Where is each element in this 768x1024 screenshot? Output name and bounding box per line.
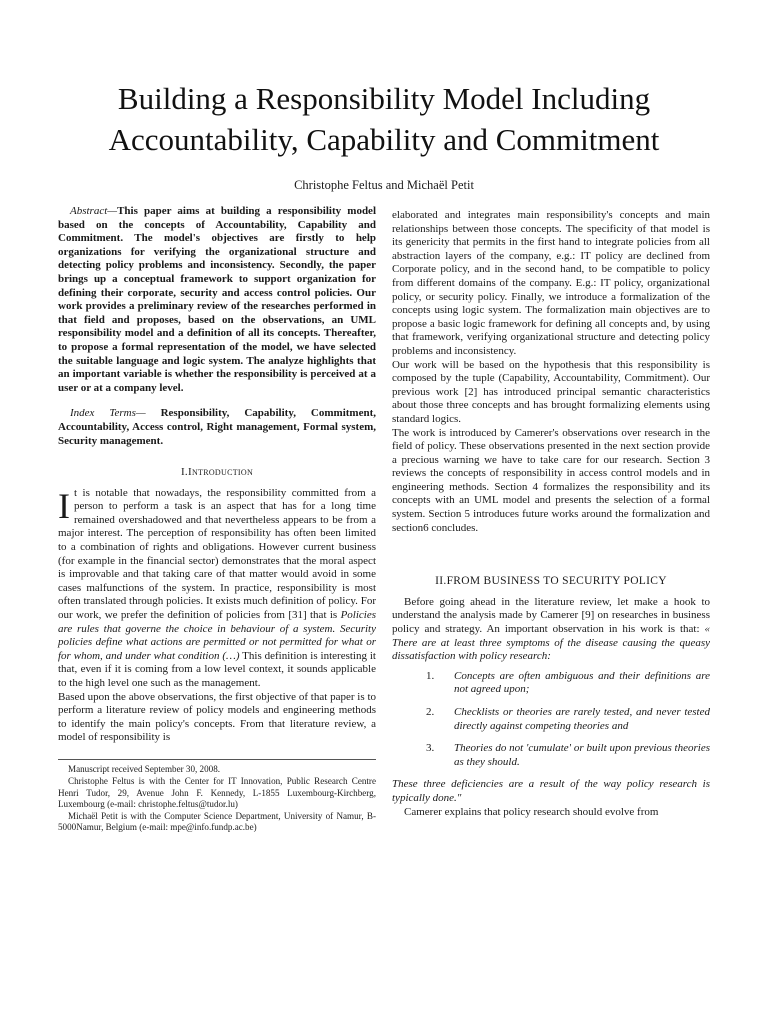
abstract-body: This paper aims at building a responsibility model based on the concepts of Accountability, Capability and Commitment. The model's objectives are firstly to help organizations for verifying the organizational structure and detecting policy problems and inconsistency. Secondly, the paper brings up a conceptual framework to support organization for defining their corporate, security and access control policies. Our work provides a preliminary review of the researches performed in that field and proposes, based on the observations, an UML responsibility model and a definition of all its concepts. Thereafter, to propose a formal representation of the model, we have selected the suitable language and logic system. The analyze highlights that an important variable is whether the responsibility is perceived at a user or at a company level. bbox=[58, 205, 376, 394]
index-terms bbox=[58, 407, 376, 448]
section-number: I. bbox=[180, 466, 188, 479]
abstract-lead: Abstract— bbox=[70, 205, 118, 217]
right-paragraph-2: Our work will be based on the hypothesis that this responsibility is composed by the tuple (Capability, Accountability, Commitment). Our previous work [2] has introduced principal semantic characteristics about those three concepts and has brought formalizing elements using standard logics. bbox=[392, 358, 710, 425]
list-item-text: Theories do not 'cumulate' or built upon previous theories as they should. bbox=[454, 742, 710, 768]
left-column bbox=[58, 205, 376, 835]
right-column bbox=[392, 209, 710, 819]
camerer-quote: « There are at least three symptoms of the disease causing the queasy dissatisfaction with policy research: bbox=[392, 623, 710, 663]
footnote-author-1: Christophe Feltus is with the Center for IT Innovation, Public Research Centre Henri Tudor, 29, Avenue John F. Kennedy, L-1855 Luxembourg-Kirchberg, Luxembourg (e-mail: christophe.feltus@tudor.lu) bbox=[58, 776, 376, 809]
index-terms-lead: Index Terms— bbox=[70, 407, 161, 420]
list-item-number: 2. bbox=[426, 706, 435, 718]
right-paragraph-1: elaborated and integrates main responsibility's concepts and main relationships between those concepts. The specificity of that model is its genericity that permits in the first hand to integrate policies from all abstraction layers of the company, e.g.: IT policy are declined from Corporate policy, and in the second hand, to be compatible to policy from different domains of the company. E.g.: IT policy, organizational policy, or security policy. Finally, we introduce a formalization of the concepts using logic system. The formalization main objectives are to propose a basic logic framework for defining all concepts and, by using that framework, verifying organizational structure and detecting policy problems and inconsistency. bbox=[392, 209, 710, 357]
list-item-text: Concepts are often ambiguous and their definitions are not agreed upon; bbox=[454, 669, 710, 696]
drop-cap: I bbox=[58, 485, 70, 526]
intro-text-a: t is notable that nowadays, the responsibility committed from a person to perform a task is an aspect that has for a long time remained overshadowed and that nevertheless appears to be from a major interest. The perception of responsibility has often been limited to a combination of rights and obligations. However current business (for example in the financial sector) demonstrates that the moral aspect is improvable and that taking care of that matter would avoid in some cases malfunctions of the system. In practice, responsibility is most often translated through policies. It exists much definition of policy. For our work, we prefer the definition of policies from [31] that is bbox=[58, 486, 376, 622]
section2-paragraph-3: Camerer explains that policy research should evolve from bbox=[404, 805, 659, 818]
paper-title bbox=[40, 78, 728, 160]
policy-definition-quote: Policies are rules that governe the choice in behaviour of a system. Security policies define what actions are permitted or not permitted for what or for whom, and under what condition (…) bbox=[58, 609, 376, 662]
section-title: Introduction bbox=[187, 466, 254, 479]
section2-paragraph-1 bbox=[392, 596, 710, 664]
right-paragraph-3: The work is introduced by Camerer's observations over research in the field of policy. These observations presented in the next section provide a precious warning we have to take care for our research. Section 3 reviews the concepts of responsibility in access control models and in engineering methods. Section 4 formalizes the responsibility and its concepts with an UML model and presents the selection of a formal system. Section 5 introduces future works around the formalization and section6 concludes. bbox=[392, 426, 710, 534]
deficiencies-quote: These three deficiencies are a result of the way policy research is typically done." bbox=[392, 778, 710, 804]
intro-paragraph-2: Based upon the above observations, the first objective of that paper is to perform a literature review of policy models and engineering methods to identify the main policy's concepts. From that literature review, a model of responsibility is bbox=[58, 690, 376, 744]
footnote-manuscript: Manuscript received September 30, 2008. bbox=[68, 763, 221, 774]
list-item bbox=[392, 706, 710, 733]
section-heading-business-policy: II.FROM BUSINESS TO SECURITY POLICY bbox=[435, 575, 667, 588]
symptoms-list bbox=[392, 670, 710, 770]
list-item-number: 3. bbox=[426, 742, 435, 755]
authors: Christophe Feltus and Michaël Petit bbox=[294, 178, 474, 192]
index-terms-body: Responsibility, Capability, Commitment, Accountability, Access control, Right management, Formal system, Security management. bbox=[58, 407, 376, 447]
paper-title-line-2: Accountability, Capability and Commitment bbox=[108, 122, 660, 157]
paper-title-line-1: Building a Responsibility Model Including bbox=[117, 81, 651, 116]
footnote-author-2: Michaël Petit is with the Computer Science Department, University of Namur, B-5000Namur, Belgium (e-mail: mpe@info.fundp.ac.be) bbox=[58, 811, 376, 833]
list-item bbox=[392, 742, 710, 769]
list-item-number: 1. bbox=[426, 669, 435, 682]
intro-text-b: This definition is interesting it that, even if it is coming from a low level context, it sounds applicable to the high level one such as the management. bbox=[58, 649, 376, 689]
list-item-text: Checklists or theories are rarely tested, and never tested directly against competing theories and bbox=[454, 706, 710, 732]
section2-paragraph-2 bbox=[392, 778, 710, 805]
section-heading-introduction bbox=[58, 466, 376, 480]
footnotes bbox=[58, 759, 376, 834]
abstract bbox=[58, 205, 376, 395]
section2-text-a: Before going ahead in the literature review, let make a hook to understand the analysis made by Camerer [9] on researches in business policy and strategy. An important observation in his work is that: bbox=[392, 595, 710, 636]
intro-paragraph-1 bbox=[58, 487, 376, 691]
list-item bbox=[392, 670, 710, 697]
